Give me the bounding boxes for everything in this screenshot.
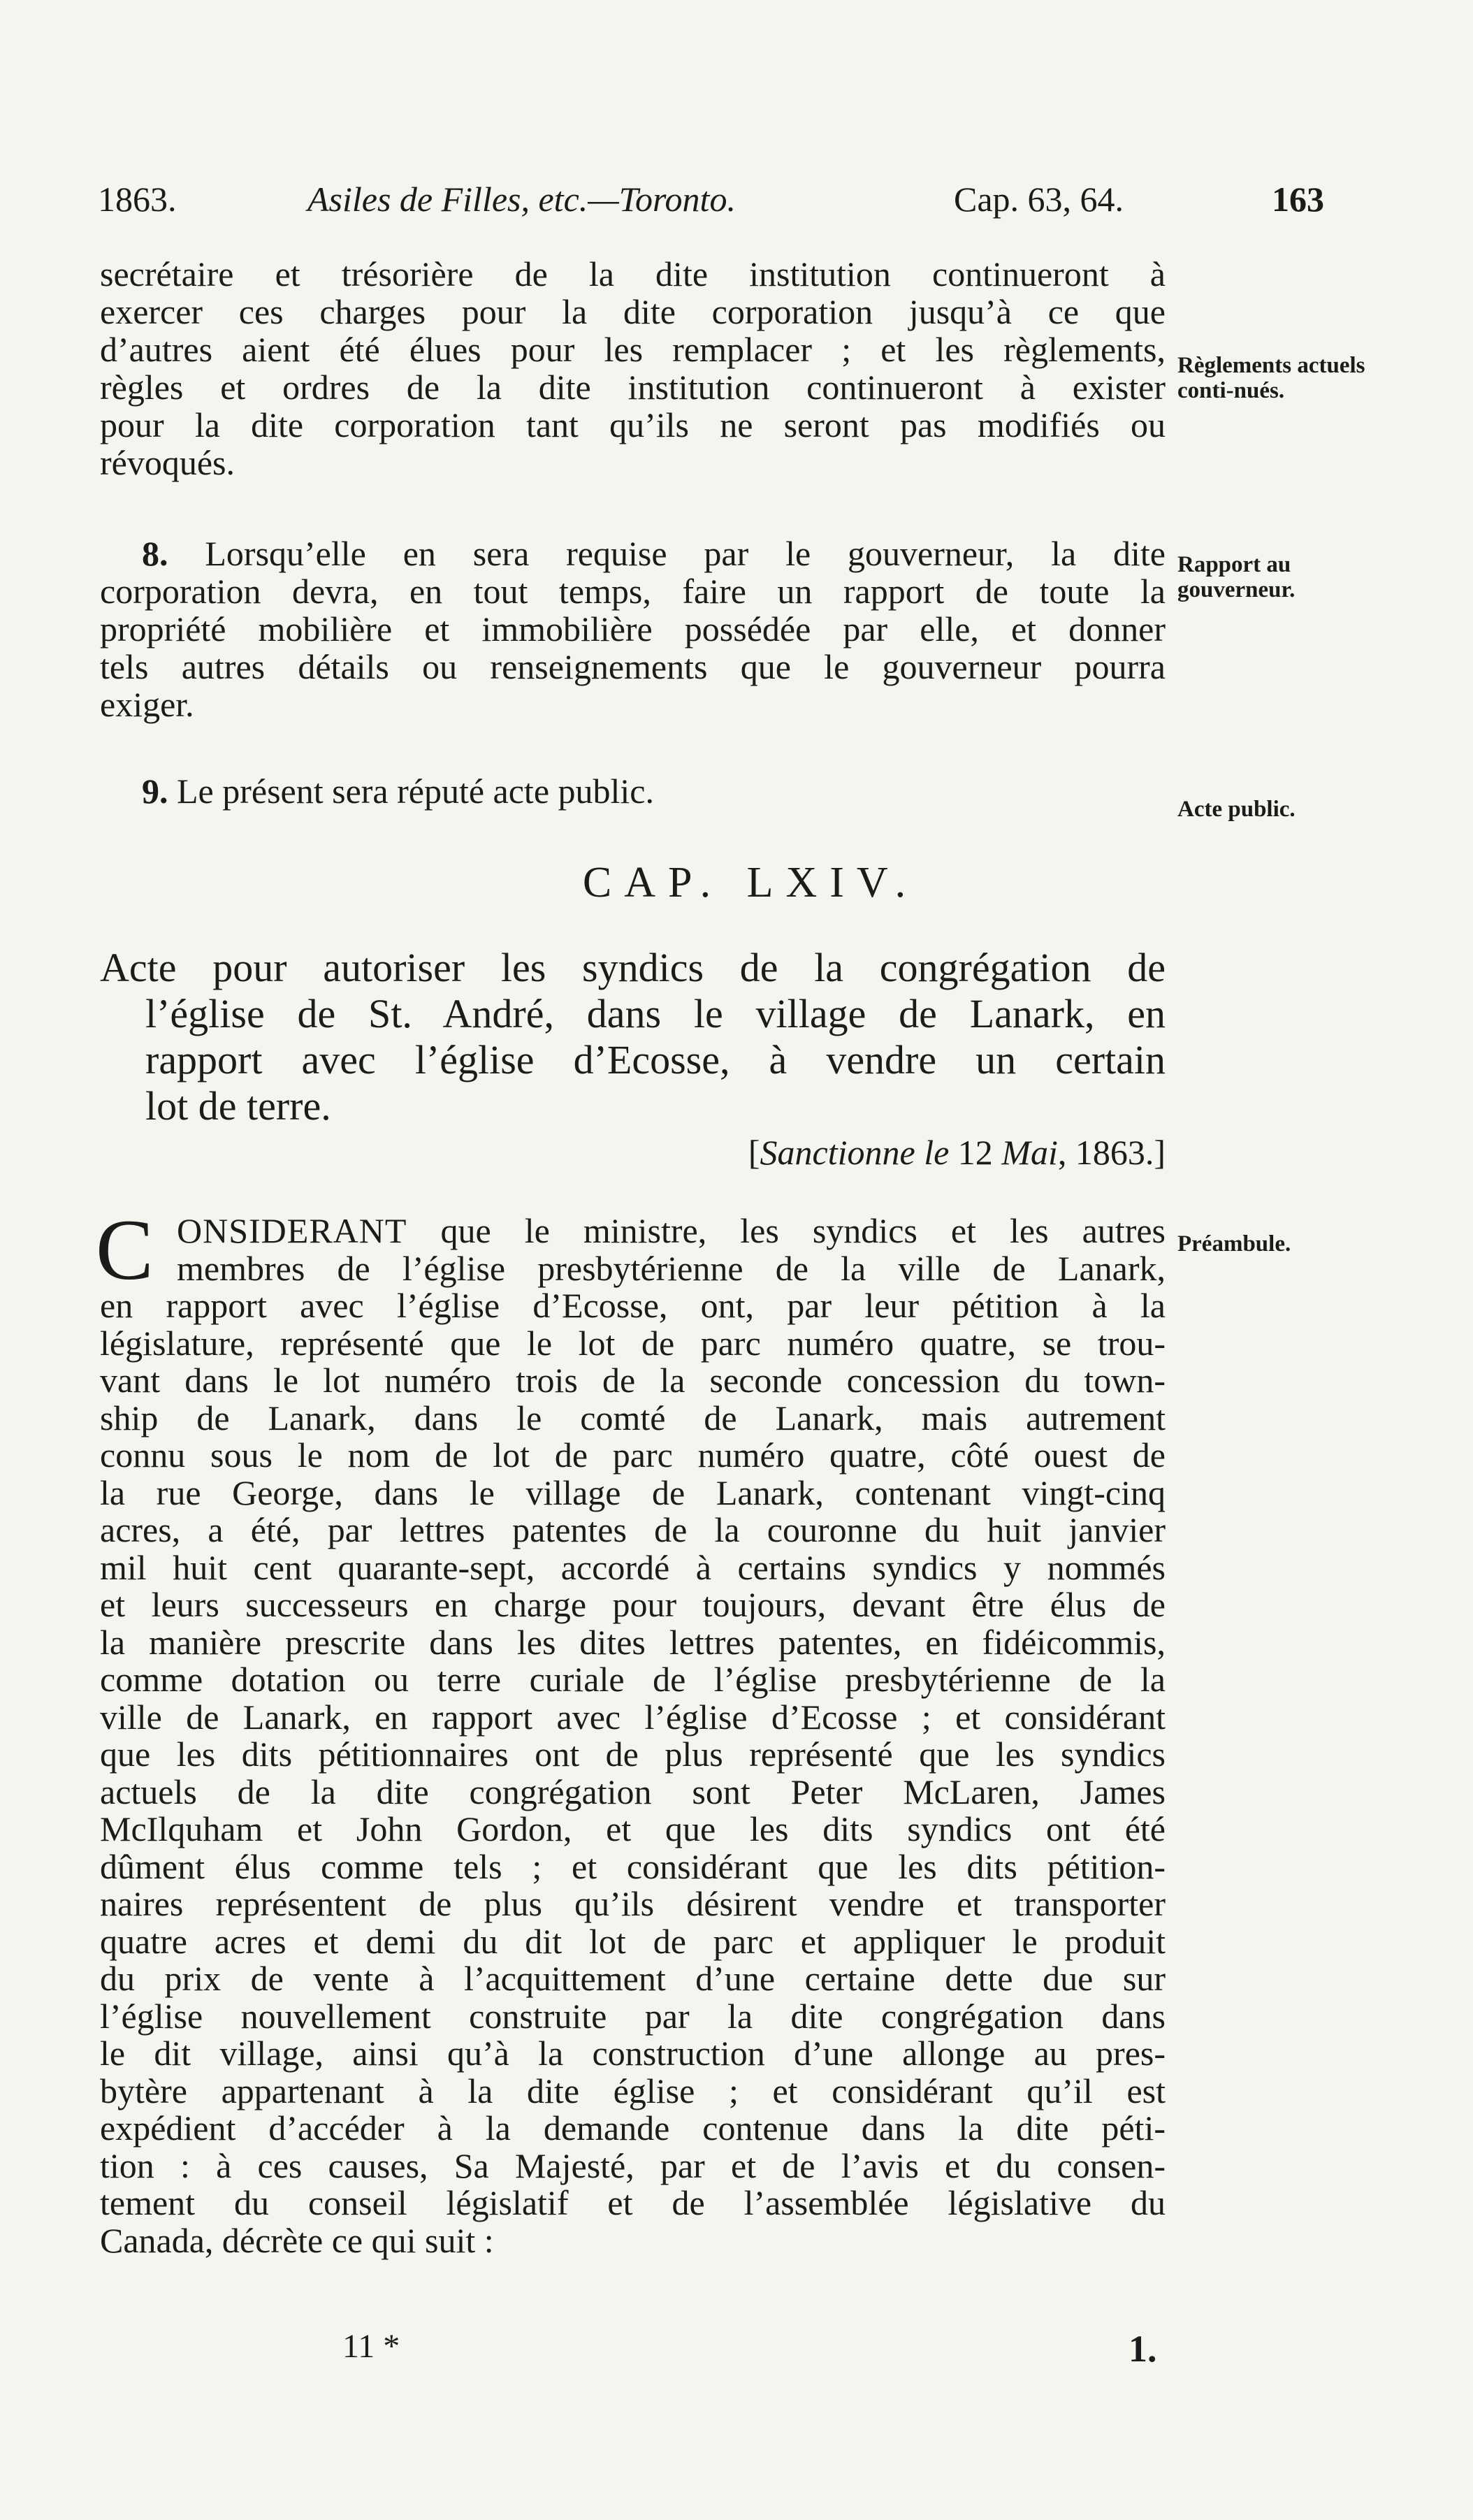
section-text: Lorsqu’elle en sera requise par le gouverneur, la dite (205, 534, 1166, 573)
title-line: rapport avec l’église d’Ecosse, à vendre un certain (145, 1037, 1166, 1082)
page-footer (0, 2327, 1473, 2383)
text-line: tels autres détails ou renseignements que le gouverneur pourra (100, 647, 1166, 686)
text-line: comme dotation ou terre curiale de l’église presbytérienne de la (100, 1660, 1166, 1699)
section-text: Le présent sera réputé acte public. (177, 772, 654, 811)
title-line: l’église de St. André, dans le village de Lanark, en (145, 991, 1166, 1036)
margin-note-rapport: Rapport au gouverneur. (1177, 552, 1296, 602)
page-number: 163 (1272, 180, 1324, 219)
text-line: tion : à ces causes, Sa Majesté, par et de l’avis et du consen- (100, 2145, 1166, 2185)
margin-note-preambule: Préambule. (1177, 1231, 1291, 1257)
header-year: 1863. (98, 180, 177, 219)
text-line: dûment élus comme tels ; et considérant que les dits pétition- (100, 1846, 1166, 1886)
text-line: expédient d’accéder à la demande contenue dans la dite péti- (100, 2108, 1166, 2148)
text-line: tement du conseil législatif et de l’assemblée législative du (100, 2183, 1166, 2222)
margin-note-reglements: Règlements actuels conti-nués. (1177, 353, 1365, 403)
text-line: le dit village, ainsi qu’à la construction d’une allonge au pres- (100, 2034, 1166, 2073)
text-line (100, 1212, 1166, 1250)
text-line: d’autres aient été élues pour les remplacer ; et les règlements, (100, 330, 1166, 369)
text-line: membres de l’église presbytérienne de la ville de Lanark, (177, 1248, 1166, 1288)
title-line: Acte pour autoriser les syndics de la congrégation de (100, 945, 1166, 990)
text-line: et leurs successeurs en charge pour toujours, devant être élus de (100, 1585, 1166, 1624)
text-line: la rue George, dans le village de Lanark, contenant vingt-cinq (100, 1472, 1166, 1512)
text-line: mil huit cent quarante-sept, accordé à certains syndics y nommés (100, 1547, 1166, 1587)
section-number: 9. (142, 772, 168, 811)
text-line: propriété mobilière et immobilière possédée par elle, et donner (100, 609, 1166, 649)
sanction-year: , 1863.] (1057, 1133, 1166, 1172)
text-line: quatre acres et demi du dit lot de parc et appliquer le produit (100, 1921, 1166, 1961)
text-line: actuels de la dite congrégation sont Peter McLaren, James (100, 1772, 1166, 1811)
sanction-day: 12 (957, 1133, 993, 1172)
text-line: Canada, décrète ce qui suit : (100, 2220, 494, 2260)
margin-note-acte-public: Acte public. (1177, 797, 1296, 822)
sanction-label: Sanctionne le (760, 1133, 950, 1172)
text-line: exiger. (100, 685, 194, 724)
text-line: acres, a été, par lettres patentes de la couronne du huit janvier (100, 1510, 1166, 1549)
text-line: vant dans le lot numéro trois de la seconde concession du town- (100, 1361, 1166, 1400)
text-line: règles et ordres de la dite institution continueront à exister (100, 368, 1166, 407)
header-chapter: Cap. 63, 64. (954, 180, 1124, 219)
sanction-bracket: [ (748, 1133, 760, 1172)
text-line: bytère appartenant à la dite église ; et considérant qu’il est (100, 2071, 1166, 2110)
text-line: du prix de vente à l’acquittement d’une certaine dette due sur (100, 1959, 1166, 1998)
section-9 (100, 772, 1166, 810)
text-line: secrétaire et trésorière de la dite institution continueront à (100, 254, 1166, 294)
text-line (100, 535, 1166, 572)
sanction-month: Mai (1001, 1133, 1058, 1172)
drop-cap: C (96, 1202, 154, 1298)
running-header (98, 179, 1324, 235)
text-line: que les dits pétitionnaires ont de plus représenté que les syndics (100, 1735, 1166, 1774)
signature-mark: 11 * (342, 2328, 400, 2365)
text-line: corporation devra, en tout temps, faire un rapport de toute la (100, 572, 1166, 611)
continuation-paragraph (100, 255, 1166, 481)
opening-word: ONSIDERANT (177, 1211, 407, 1250)
opening-rest: que le ministre, les syndics et les autres (440, 1211, 1166, 1250)
text-line: la manière prescrite dans les dites lettres patentes, en fidéicommis, (100, 1622, 1166, 1662)
text-line: pour la dite corporation tant qu’ils ne seront pas modifiés ou (100, 405, 1166, 444)
preamble (96, 1202, 1166, 2260)
chapter-heading: CAP. LXIV. (582, 859, 919, 906)
text-line: ship de Lanark, dans le comté de Lanark, mais autrement (100, 1398, 1166, 1438)
text-line: exercer ces charges pour la dite corporation jusqu’à ce que (100, 292, 1166, 331)
text-line: connu sous le nom de lot de parc numéro quatre, côté ouest de (100, 1435, 1166, 1475)
title-line: lot de terre. (145, 1083, 331, 1129)
catchword: 1. (1129, 2328, 1157, 2370)
section-8 (100, 535, 1166, 723)
section-number: 8. (142, 534, 168, 573)
sanction-date (748, 1132, 1166, 1173)
text-line: en rapport avec l’église d’Ecosse, ont, par leur pétition à la (100, 1286, 1166, 1325)
header-title: Asiles de Filles, etc.—Toronto. (307, 180, 736, 219)
act-title (100, 945, 1166, 1129)
text-line (100, 772, 1166, 810)
text-line: législature, représenté que le lot de parc numéro quatre, se trou- (100, 1323, 1166, 1363)
text-line: révoqués. (100, 443, 235, 482)
text-line: naires représentent de plus qu’ils désirent vendre et transporter (100, 1884, 1166, 1923)
text-line: l’église nouvellement construite par la dite congrégation dans (100, 1996, 1166, 2036)
text-line: McIlquham et John Gordon, et que les dits syndics ont été (100, 1809, 1166, 1848)
text-line: ville de Lanark, en rapport avec l’église d’Ecosse ; et considérant (100, 1697, 1166, 1737)
